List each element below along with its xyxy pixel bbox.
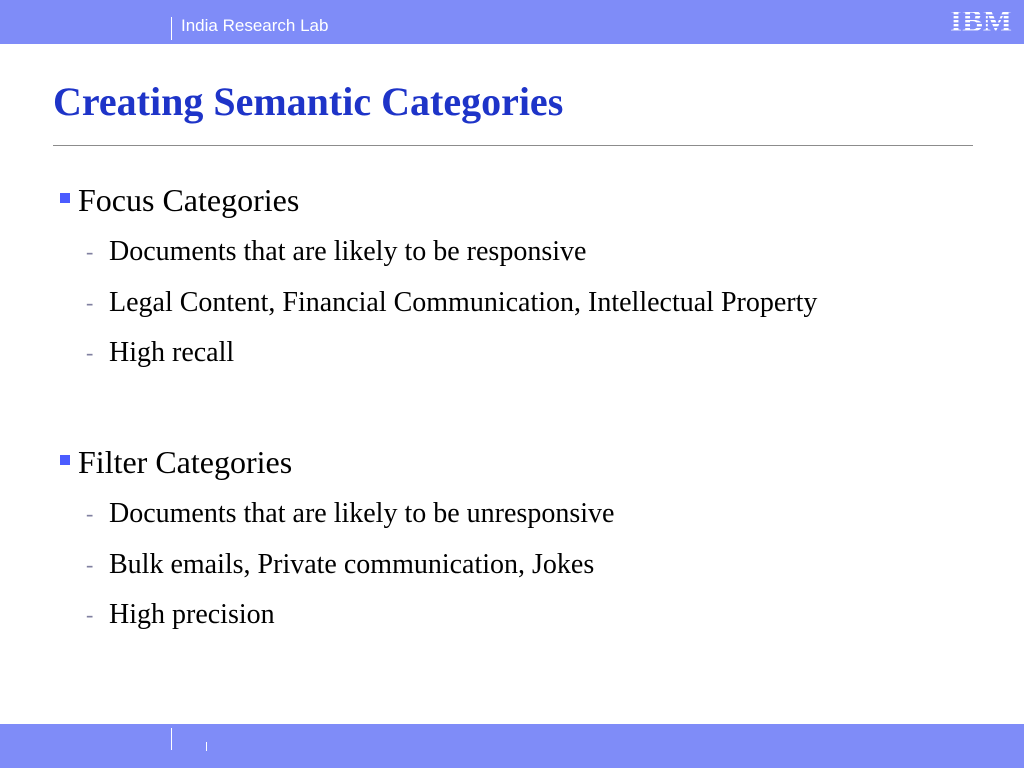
square-bullet-icon xyxy=(60,193,70,203)
dash-bullet-icon: - xyxy=(86,239,94,264)
dash-bullet-icon: - xyxy=(86,552,94,577)
lab-name: India Research Lab xyxy=(181,16,329,35)
bullet-heading: Focus Categories xyxy=(78,182,300,218)
sub-bullet-text: High precision xyxy=(109,599,275,630)
footer-divider xyxy=(171,728,172,750)
header-divider xyxy=(171,17,172,40)
bullet-heading: Filter Categories xyxy=(78,444,293,480)
dash-bullet-icon: - xyxy=(86,340,94,365)
dash-bullet-icon: - xyxy=(86,501,94,526)
ibm-logo xyxy=(946,4,1016,36)
sub-bullet-text: Documents that are likely to be responsive xyxy=(109,236,587,267)
dash-bullet-icon: - xyxy=(86,290,94,315)
ibm-logo-text: IBM xyxy=(950,4,1012,36)
square-bullet-icon xyxy=(60,455,70,465)
sub-bullet-text: Documents that are likely to be unresponsive xyxy=(109,498,615,529)
sub-bullet-text: High recall xyxy=(109,337,235,368)
sub-bullet-text: Legal Content, Financial Communication, Intellectual Property xyxy=(109,287,818,318)
footer-divider-small xyxy=(206,742,207,751)
title-rule xyxy=(53,145,973,146)
slide-title: Creating Semantic Categories xyxy=(53,79,564,124)
header-bar xyxy=(0,0,1024,44)
sub-bullet-text: Bulk emails, Private communication, Jokes xyxy=(109,549,595,580)
dash-bullet-icon: - xyxy=(86,602,94,627)
footer-bar xyxy=(0,724,1024,768)
